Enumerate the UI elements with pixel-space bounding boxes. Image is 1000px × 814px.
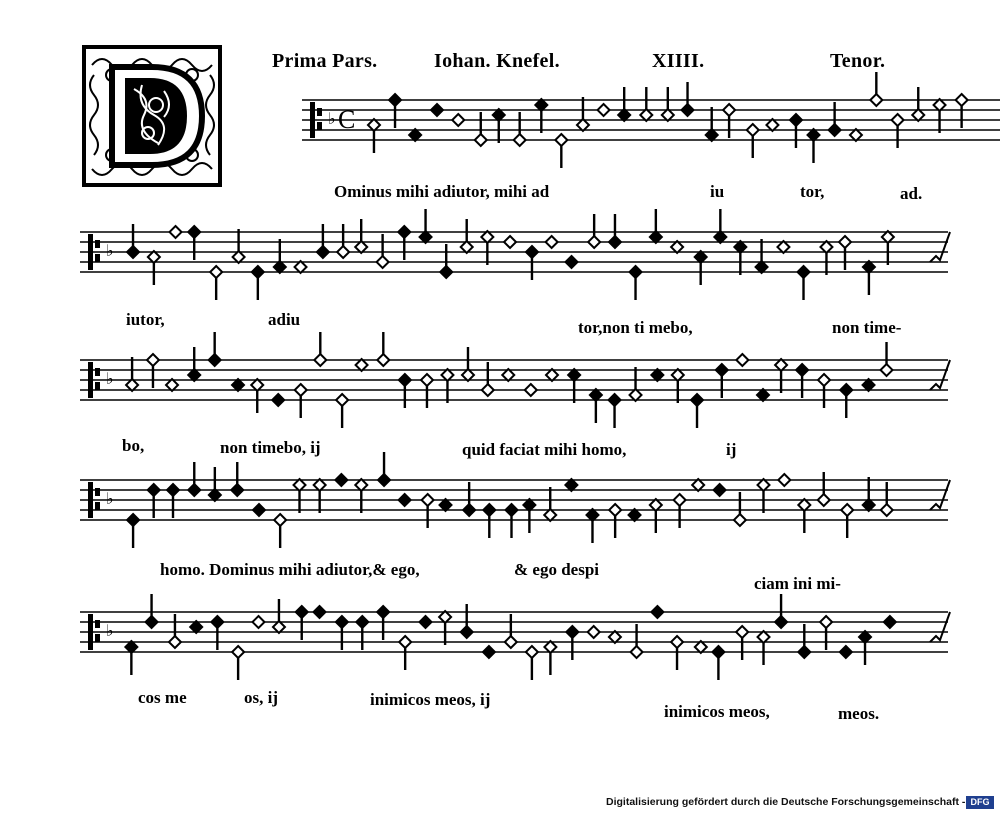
note-head [398, 226, 410, 238]
lyric: Ominus mihi adiutor, mihi ad [334, 182, 550, 201]
lyric: os, ij [244, 688, 278, 707]
note-head [419, 616, 431, 628]
note-head [296, 606, 308, 618]
note-head [892, 114, 904, 126]
note-head [630, 266, 642, 278]
note-head [840, 384, 852, 396]
note-head [231, 484, 243, 496]
clef-mark [95, 634, 100, 642]
note-head [431, 104, 443, 116]
note-head [317, 246, 329, 258]
note-head [674, 494, 686, 506]
note-head [483, 646, 495, 658]
note-head [127, 514, 139, 526]
note-head [188, 226, 200, 238]
mensuration-sign: C [338, 105, 356, 134]
note-head [127, 246, 139, 258]
clef-bar [88, 362, 93, 398]
note-head [798, 266, 810, 278]
note-head [588, 626, 600, 638]
note-head [209, 354, 221, 366]
piece-number: XIIII. [652, 50, 705, 72]
note-head [662, 109, 674, 121]
note-head [820, 241, 832, 253]
note-head [566, 626, 578, 638]
custos [930, 480, 950, 510]
note-head [252, 266, 264, 278]
clef-mark [95, 620, 100, 628]
note-head [747, 124, 759, 136]
note-head [335, 474, 347, 486]
note-head [422, 494, 434, 506]
note-head [841, 504, 853, 516]
note-head [274, 514, 286, 526]
note-head [440, 266, 452, 278]
note-head [609, 394, 621, 406]
note-head [526, 246, 538, 258]
lyric: homo. Dominus mihi adiutor,& ego, [160, 560, 420, 579]
note-head [336, 616, 348, 628]
note-head [609, 236, 621, 248]
note-head [355, 241, 367, 253]
note-head [146, 616, 158, 628]
clef-bar [88, 614, 93, 650]
lyric: inimicos meos, [664, 702, 770, 721]
note-head [546, 236, 558, 248]
staff-1 [228, 92, 948, 152]
clef-mark [95, 488, 100, 496]
note-head [618, 109, 630, 121]
note-head [314, 354, 326, 366]
note-head [818, 494, 830, 506]
note-head [691, 394, 703, 406]
lyric: inimicos meos, ij [370, 690, 491, 709]
note-head [272, 394, 284, 406]
note-head [850, 129, 862, 141]
voice-label: Tenor. [830, 50, 886, 72]
lyric: non timebo, ij [220, 438, 321, 457]
note-head [461, 626, 473, 638]
note-head [736, 354, 748, 366]
note-head [934, 99, 946, 111]
note-head [535, 99, 547, 111]
note-head [211, 616, 223, 628]
note-head [167, 484, 179, 496]
staff-5 [80, 604, 948, 664]
note-head [881, 364, 893, 376]
lyric: ciam ini mi- [754, 574, 841, 593]
note-head [356, 616, 368, 628]
staff-1-svg [228, 92, 1000, 152]
note-head [232, 646, 244, 658]
custos [930, 612, 950, 642]
note-head [712, 646, 724, 658]
note-head [736, 626, 748, 638]
note-head [169, 636, 181, 648]
note-head [526, 646, 538, 658]
clef-mark [317, 108, 322, 116]
note-head [336, 394, 348, 406]
note-head [399, 374, 411, 386]
note-head [170, 226, 182, 238]
note-head [409, 129, 421, 141]
note-head [514, 134, 526, 146]
note-head [399, 636, 411, 648]
note-head [766, 119, 778, 131]
note-head [188, 484, 200, 496]
custos [930, 232, 950, 262]
lyric: meos. [838, 704, 880, 723]
lyric: non time- [832, 318, 902, 337]
note-head [555, 134, 567, 146]
note-head [337, 246, 349, 258]
note-head [682, 104, 694, 116]
flat-sign: ♭ [106, 243, 114, 260]
note-head [840, 646, 852, 658]
lyric: iu [710, 182, 725, 201]
note-head [716, 364, 728, 376]
clef-mark [95, 382, 100, 390]
clef-mark [95, 240, 100, 248]
flat-sign: ♭ [328, 111, 336, 128]
decorated-initial [82, 45, 222, 187]
lyric: bo, [122, 436, 145, 455]
note-head [421, 374, 433, 386]
note-head [525, 384, 537, 396]
staff-3 [80, 352, 948, 412]
note-head [671, 636, 683, 648]
note-head [631, 646, 643, 658]
note-head [463, 504, 475, 516]
note-head [399, 494, 411, 506]
staff-3-svg [80, 352, 948, 412]
staff-2 [80, 224, 948, 284]
flat-sign: ♭ [106, 623, 114, 640]
note-head [609, 504, 621, 516]
note-head [870, 94, 882, 106]
staff-2-svg [80, 224, 948, 284]
note-head [420, 231, 432, 243]
note-head [452, 114, 464, 126]
note-head [808, 129, 820, 141]
lyric: cos me [138, 688, 187, 707]
note-head [588, 236, 600, 248]
note-head [882, 231, 894, 243]
note-head [566, 256, 578, 268]
note-head [829, 124, 841, 136]
lyric: tor, [800, 182, 825, 201]
clef-bar [88, 482, 93, 518]
note-head [377, 354, 389, 366]
initial-letter: D [152, 106, 154, 108]
note-head [818, 374, 830, 386]
note-head [798, 646, 810, 658]
note-head [252, 616, 264, 628]
lyric: quid faciat mihi homo, [462, 440, 627, 459]
note-head [714, 231, 726, 243]
clef-bar [88, 234, 93, 270]
note-head [313, 606, 325, 618]
note-head [651, 606, 663, 618]
note-head [775, 616, 787, 628]
note-head [723, 104, 735, 116]
clef-mark [95, 368, 100, 376]
note-head [778, 474, 790, 486]
note-head [377, 606, 389, 618]
note-head [706, 129, 718, 141]
dfg-logo: DFG [966, 796, 994, 809]
note-head [734, 514, 746, 526]
staff-4-svg [80, 472, 948, 532]
clef-mark [317, 122, 322, 130]
note-head [482, 384, 494, 396]
note-head [790, 114, 802, 126]
note-head [577, 119, 589, 131]
custos [930, 360, 950, 390]
digitization-credit: Digitalisierung gefördert durch die Deutsche Forschungsgemeinschaft - [606, 796, 966, 808]
note-head [505, 504, 517, 516]
note-head [461, 241, 473, 253]
note-head [884, 616, 896, 628]
note-head [483, 504, 495, 516]
note-head [504, 236, 516, 248]
staff-5-svg [80, 604, 948, 664]
note-head [796, 364, 808, 376]
note-head [147, 354, 159, 366]
lyric: ij [726, 440, 737, 459]
note-head [368, 119, 380, 131]
note-head [956, 94, 968, 106]
lyric: adiu [268, 310, 301, 329]
note-head [640, 109, 652, 121]
clef-mark [95, 254, 100, 262]
note-head [475, 134, 487, 146]
note-head [378, 474, 390, 486]
lyric: ad. [900, 184, 923, 203]
note-head [389, 94, 401, 106]
note-head [505, 636, 517, 648]
note-head [253, 504, 265, 516]
note-head [734, 241, 746, 253]
composer-label: Iohan. Knefel. [434, 50, 560, 72]
note-head [881, 504, 893, 516]
note-head [148, 484, 160, 496]
note-head [493, 109, 505, 121]
note-head [912, 109, 924, 121]
note-head [650, 231, 662, 243]
note-head [777, 241, 789, 253]
note-head [714, 484, 726, 496]
note-head [598, 104, 610, 116]
clef-bar [310, 102, 315, 138]
note-head [295, 384, 307, 396]
flat-sign: ♭ [106, 371, 114, 388]
note-head [820, 616, 832, 628]
note-head [481, 231, 493, 243]
lyric: iutor, [126, 310, 165, 329]
note-head [839, 236, 851, 248]
lyric: & ego despi [514, 560, 599, 579]
note-head [210, 266, 222, 278]
note-head [671, 241, 683, 253]
note-head [377, 256, 389, 268]
clef-mark [95, 502, 100, 510]
lyric: tor,non ti mebo, [578, 318, 693, 337]
part-label: Prima Pars. [272, 50, 378, 72]
flat-sign: ♭ [106, 491, 114, 508]
staff-4 [80, 472, 948, 532]
